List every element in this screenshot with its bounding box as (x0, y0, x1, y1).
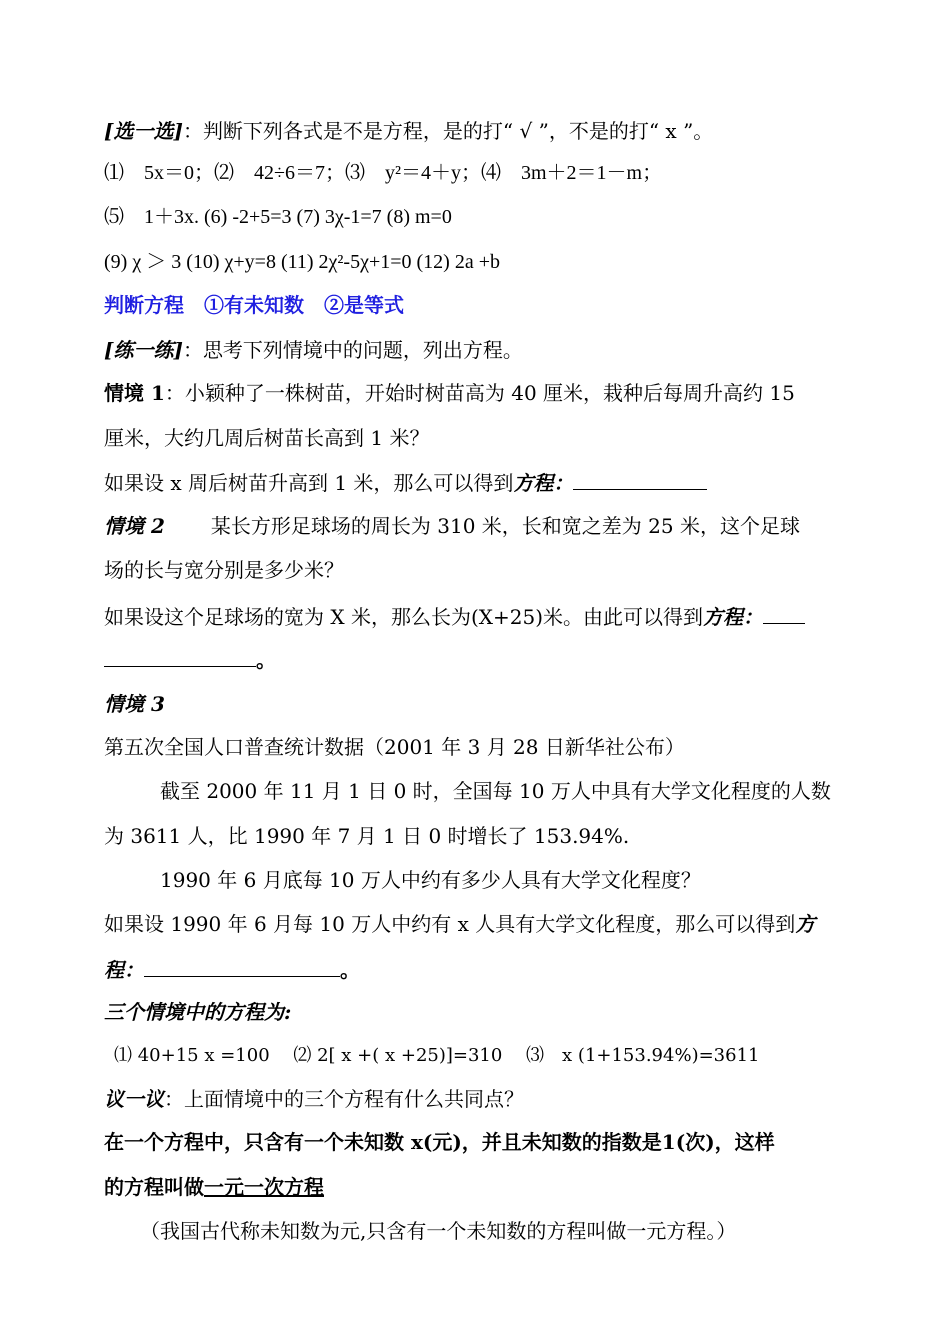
lian-tag: [练一练] (104, 338, 183, 362)
scenario-3-source: 第五次全国人口普查统计数据（2001 年 3 月 28 日新华社公布） (104, 735, 685, 759)
xuan-heading: [选一选]：判断下列各式是不是方程，是的打“ √ ”，不是的打“ x ”。 (104, 119, 714, 143)
scenario-1-question: 如果设 x 周后树苗升高到 1 米，那么可以得到方程： (104, 469, 707, 496)
term-linear-equation: 一元一次方程 (204, 1175, 324, 1199)
scenario-3-answer: 程： 。 (104, 958, 360, 982)
historical-note: （我国古代称未知数为元,只含有一个未知数的方程叫做一元方程。） (140, 1219, 737, 1243)
scenario-1: 情境 1：小颖种了一株树苗，开始时树苗高为 40 厘米，栽种后每周升高约 15 (104, 381, 795, 405)
answer-blank-3[interactable] (144, 956, 340, 977)
answer-blank-2a[interactable] (763, 603, 805, 624)
scenario-3-text-2: 为 3611 人，比 1990 年 7 月 1 日 0 时增长了 153.94%. (104, 824, 630, 848)
lian-instruction: 思考下列情境中的问题，列出方程。 (202, 338, 523, 362)
scenario-2: 情境 2 某长方形足球场的周长为 310 米，长和宽之差为 25 米，这个足球 (104, 514, 800, 538)
definition-line-2: 的方程叫做一元一次方程 (104, 1175, 324, 1199)
scenario-2-blank-line: 。 (104, 646, 276, 673)
expr-row-3: (9) χ ＞ 3 (10) χ+y=8 (11) 2χ²-5χ+1=0 (12) 2a +b (104, 251, 500, 273)
scenario-2-question: 如果设这个足球场的宽为 X 米，那么长为(X+25)米。由此可以得到方程： (104, 603, 805, 630)
expr-row-2: ⑸ 1＋3x. (6) -2+5=3 (7) 3χ-1=7 (8) m=0 (104, 206, 452, 228)
yi-heading: 议一议：上面情境中的三个方程有什么共同点？ (104, 1087, 524, 1111)
scenario-3-question-1: 1990 年 6 月底每 10 万人中约有多少人具有大学文化程度？ (160, 868, 701, 892)
xuan-instruction: 判断下列各式是不是方程，是的打“ √ ”，不是的打“ x ”。 (202, 119, 714, 143)
scenario-1-text: 厘米，大约几周后树苗长高到 1 米？ (104, 426, 430, 450)
definition-line-1: 在一个方程中，只含有一个未知数 x(元)，并且未知数的指数是1(次)，这样 (104, 1130, 775, 1154)
three-equations-title: 三个情境中的方程为: (104, 1000, 292, 1024)
scenario-2-label: 情境 2 (104, 514, 165, 538)
answer-blank-2b[interactable] (104, 646, 256, 667)
lian-heading: [练一练]：思考下列情境中的问题，列出方程。 (104, 338, 523, 362)
scenario-1-label: 情境 1 (104, 381, 165, 405)
scenario-2-text: 场的长与宽分别是多少米？ (104, 558, 344, 582)
scenario-3-label: 情境 3 (104, 692, 165, 716)
yi-tag: 议一议 (104, 1087, 164, 1111)
scenario-3-question-2: 如果设 1990 年 6 月每 10 万人中约有 x 人具有大学文化程度，那么可以得到方 (104, 912, 816, 936)
judge-rule: 判断方程 ①有未知数 ②是等式 (104, 293, 404, 317)
xuan-tag: [选一选] (104, 119, 183, 143)
expr-row-1: ⑴ 5x＝0；⑵ 42÷6＝7；⑶ y²＝4＋y；⑷ 3m＋2＝1－m； (104, 162, 663, 184)
answer-blank-1[interactable] (573, 469, 707, 490)
three-equations: ⑴ 40+15 x =100 ⑵ 2[ x +( x +25)]=310 ⑶ x (1+153.94%)=3611 (114, 1045, 760, 1066)
scenario-3-text-1: 截至 2000 年 11 月 1 日 0 时，全国每 10 万人中具有大学文化程度的人数 (160, 779, 831, 803)
